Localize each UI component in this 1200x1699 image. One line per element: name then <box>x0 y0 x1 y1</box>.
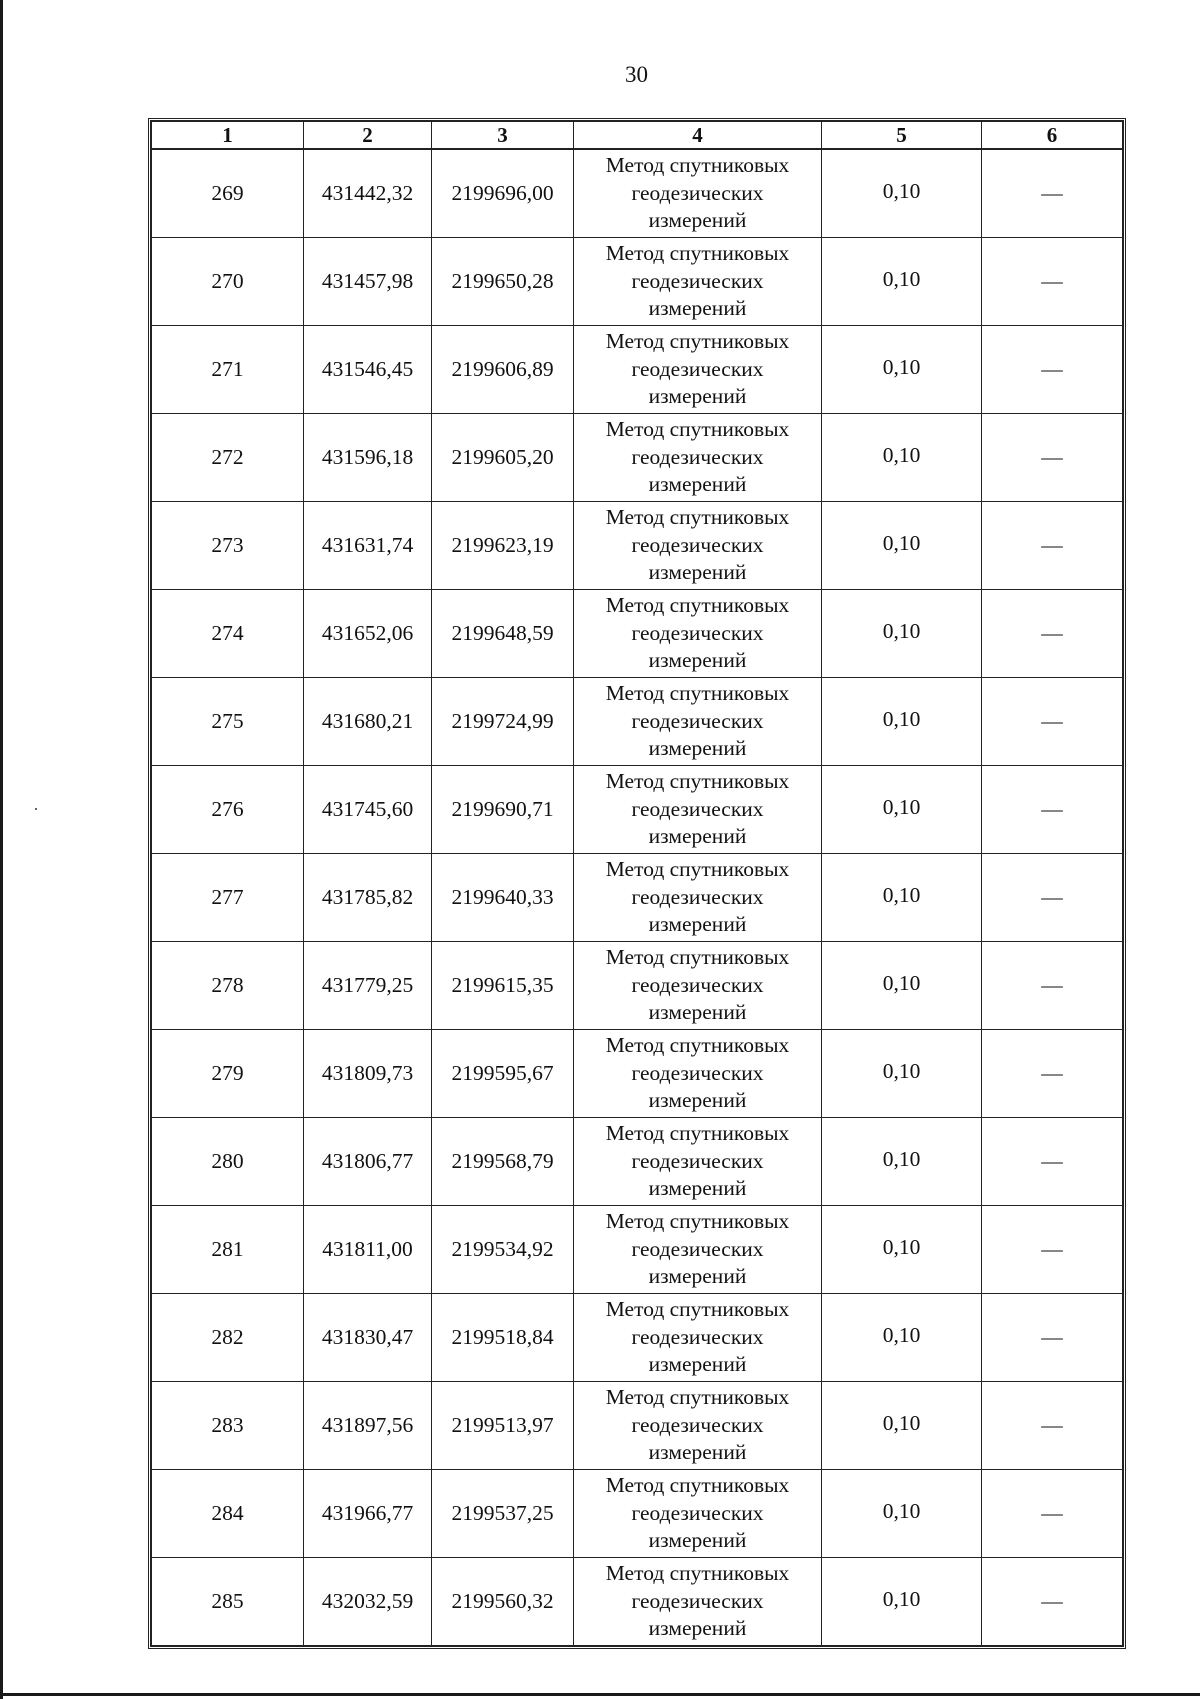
x-coordinate-cell: 431546,45 <box>304 326 432 414</box>
y-coordinate-cell: 2199595,67 <box>432 1030 574 1118</box>
header-cell-5: 5 <box>822 122 982 150</box>
table-row <box>152 854 1123 942</box>
method-cell <box>574 942 822 1030</box>
method-text-line: Метод спутниковых <box>605 329 790 354</box>
y-coordinate-cell: 2199650,28 <box>432 238 574 326</box>
x-coordinate-cell: 431811,00 <box>304 1206 432 1294</box>
accuracy-cell: 0,10 <box>822 1206 982 1294</box>
method-text-line: Метод спутниковых <box>605 945 790 970</box>
method-text-line: Метод спутниковых <box>605 1473 790 1498</box>
point-number-cell: 280 <box>152 1118 304 1206</box>
method-text-line: геодезических <box>631 1148 764 1173</box>
scan-speck <box>35 808 37 810</box>
method-text-line: измерений <box>648 560 747 585</box>
table-row <box>152 238 1123 326</box>
method-cell <box>574 149 822 238</box>
method-cell <box>574 1030 822 1118</box>
point-number-cell: 272 <box>152 414 304 502</box>
table-body <box>152 149 1123 1646</box>
method-text-line: Метод спутниковых <box>605 769 790 794</box>
header-cell-1: 1 <box>152 122 304 150</box>
method-text-line: измерений <box>648 296 747 321</box>
accuracy-cell: 0,10 <box>822 1294 982 1382</box>
point-number-cell: 283 <box>152 1382 304 1470</box>
x-coordinate-cell: 431830,47 <box>304 1294 432 1382</box>
y-coordinate-cell: 2199605,20 <box>432 414 574 502</box>
point-number-cell: 278 <box>152 942 304 1030</box>
point-number-cell: 281 <box>152 1206 304 1294</box>
scan-border-bottom <box>0 1693 1200 1696</box>
y-coordinate-cell: 2199623,19 <box>432 502 574 590</box>
method-cell <box>574 678 822 766</box>
method-text-line: геодезических <box>631 268 764 293</box>
coordinates-table <box>151 121 1123 1646</box>
note-cell: — <box>982 326 1123 414</box>
method-text-line: измерений <box>648 208 747 233</box>
method-text-line: геодезических <box>631 180 764 205</box>
method-text-line: геодезических <box>631 1060 764 1085</box>
x-coordinate-cell: 431442,32 <box>304 149 432 238</box>
coordinates-table-frame <box>148 118 1126 1649</box>
table-row <box>152 1382 1123 1470</box>
method-text-line: геодезических <box>631 1412 764 1437</box>
note-cell: — <box>982 414 1123 502</box>
note-cell: — <box>982 1206 1123 1294</box>
y-coordinate-cell: 2199640,33 <box>432 854 574 942</box>
note-cell: — <box>982 1558 1123 1646</box>
x-coordinate-cell: 431745,60 <box>304 766 432 854</box>
table-row <box>152 149 1123 238</box>
method-cell <box>574 1558 822 1646</box>
y-coordinate-cell: 2199648,59 <box>432 590 574 678</box>
method-cell <box>574 1206 822 1294</box>
method-text-line: измерений <box>648 824 747 849</box>
accuracy-cell: 0,10 <box>822 590 982 678</box>
header-row <box>152 122 1123 150</box>
point-number-cell: 282 <box>152 1294 304 1382</box>
x-coordinate-cell: 431457,98 <box>304 238 432 326</box>
point-number-cell: 284 <box>152 1470 304 1558</box>
y-coordinate-cell: 2199513,97 <box>432 1382 574 1470</box>
table-row <box>152 502 1123 590</box>
table-row <box>152 678 1123 766</box>
method-text-line: Метод спутниковых <box>605 505 790 530</box>
accuracy-cell: 0,10 <box>822 1118 982 1206</box>
method-cell <box>574 766 822 854</box>
accuracy-cell: 0,10 <box>822 1558 982 1646</box>
method-text-line: Метод спутниковых <box>605 1209 790 1234</box>
y-coordinate-cell: 2199690,71 <box>432 766 574 854</box>
x-coordinate-cell: 431596,18 <box>304 414 432 502</box>
x-coordinate-cell: 431680,21 <box>304 678 432 766</box>
table-row <box>152 766 1123 854</box>
method-text-line: геодезических <box>631 444 764 469</box>
accuracy-cell: 0,10 <box>822 414 982 502</box>
note-cell: — <box>982 590 1123 678</box>
table-row <box>152 1118 1123 1206</box>
method-text-line: измерений <box>648 1616 747 1641</box>
method-text-line: Метод спутниковых <box>605 417 790 442</box>
header-cell-4: 4 <box>574 122 822 150</box>
method-text-line: геодезических <box>631 796 764 821</box>
note-cell: — <box>982 1382 1123 1470</box>
method-cell <box>574 326 822 414</box>
accuracy-cell: 0,10 <box>822 854 982 942</box>
method-text-line: измерений <box>648 384 747 409</box>
header-cell-3: 3 <box>432 122 574 150</box>
method-text-line: геодезических <box>631 1324 764 1349</box>
method-cell <box>574 590 822 678</box>
method-text-line: геодезических <box>631 1588 764 1613</box>
method-text-line: геодезических <box>631 1236 764 1261</box>
method-text-line: геодезических <box>631 532 764 557</box>
table-row <box>152 1206 1123 1294</box>
point-number-cell: 270 <box>152 238 304 326</box>
y-coordinate-cell: 2199534,92 <box>432 1206 574 1294</box>
x-coordinate-cell: 431785,82 <box>304 854 432 942</box>
method-cell <box>574 1294 822 1382</box>
method-text-line: Метод спутниковых <box>605 681 790 706</box>
point-number-cell: 273 <box>152 502 304 590</box>
method-text-line: Метод спутниковых <box>605 153 790 178</box>
method-text-line: измерений <box>648 1000 747 1025</box>
method-text-line: Метод спутниковых <box>605 1121 790 1146</box>
x-coordinate-cell: 431897,56 <box>304 1382 432 1470</box>
point-number-cell: 276 <box>152 766 304 854</box>
accuracy-cell: 0,10 <box>822 326 982 414</box>
method-text-line: Метод спутниковых <box>605 593 790 618</box>
table-row <box>152 590 1123 678</box>
accuracy-cell: 0,10 <box>822 678 982 766</box>
point-number-cell: 271 <box>152 326 304 414</box>
x-coordinate-cell: 431779,25 <box>304 942 432 1030</box>
method-cell <box>574 854 822 942</box>
x-coordinate-cell: 431652,06 <box>304 590 432 678</box>
note-cell: — <box>982 1118 1123 1206</box>
method-text-line: измерений <box>648 1088 747 1113</box>
accuracy-cell: 0,10 <box>822 149 982 238</box>
method-text-line: Метод спутниковых <box>605 241 790 266</box>
method-text-line: геодезических <box>631 1500 764 1525</box>
method-text-line: измерений <box>648 912 747 937</box>
method-cell <box>574 1470 822 1558</box>
note-cell: — <box>982 766 1123 854</box>
method-text-line: измерений <box>648 1352 747 1377</box>
note-cell: — <box>982 678 1123 766</box>
x-coordinate-cell: 431966,77 <box>304 1470 432 1558</box>
table-row <box>152 1030 1123 1118</box>
y-coordinate-cell: 2199518,84 <box>432 1294 574 1382</box>
page-number: 30 <box>625 62 648 87</box>
point-number-cell: 277 <box>152 854 304 942</box>
method-text-line: измерений <box>648 1176 747 1201</box>
accuracy-cell: 0,10 <box>822 766 982 854</box>
table-row <box>152 942 1123 1030</box>
method-text-line: Метод спутниковых <box>605 1561 790 1586</box>
method-text-line: геодезических <box>631 972 764 997</box>
x-coordinate-cell: 431809,73 <box>304 1030 432 1118</box>
y-coordinate-cell: 2199560,32 <box>432 1558 574 1646</box>
method-cell <box>574 1382 822 1470</box>
point-number-cell: 274 <box>152 590 304 678</box>
method-cell <box>574 238 822 326</box>
note-cell: — <box>982 1030 1123 1118</box>
x-coordinate-cell: 431806,77 <box>304 1118 432 1206</box>
y-coordinate-cell: 2199568,79 <box>432 1118 574 1206</box>
accuracy-cell: 0,10 <box>822 942 982 1030</box>
note-cell: — <box>982 238 1123 326</box>
method-text-line: измерений <box>648 1528 747 1553</box>
header-cell-2: 2 <box>304 122 432 150</box>
method-text-line: геодезических <box>631 708 764 733</box>
method-cell <box>574 502 822 590</box>
note-cell: — <box>982 502 1123 590</box>
table-row <box>152 414 1123 502</box>
accuracy-cell: 0,10 <box>822 502 982 590</box>
table-row <box>152 326 1123 414</box>
y-coordinate-cell: 2199615,35 <box>432 942 574 1030</box>
method-text-line: геодезических <box>631 356 764 381</box>
method-text-line: Метод спутниковых <box>605 1297 790 1322</box>
point-number-cell: 269 <box>152 149 304 238</box>
method-cell <box>574 414 822 502</box>
y-coordinate-cell: 2199724,99 <box>432 678 574 766</box>
accuracy-cell: 0,10 <box>822 1470 982 1558</box>
accuracy-cell: 0,10 <box>822 1382 982 1470</box>
accuracy-cell: 0,10 <box>822 1030 982 1118</box>
point-number-cell: 285 <box>152 1558 304 1646</box>
y-coordinate-cell: 2199537,25 <box>432 1470 574 1558</box>
y-coordinate-cell: 2199696,00 <box>432 149 574 238</box>
method-text-line: измерений <box>648 1440 747 1465</box>
note-cell: — <box>982 942 1123 1030</box>
table-row <box>152 1294 1123 1382</box>
note-cell: — <box>982 1294 1123 1382</box>
header-cell-6: 6 <box>982 122 1123 150</box>
point-number-cell: 275 <box>152 678 304 766</box>
note-cell: — <box>982 854 1123 942</box>
table-row <box>152 1558 1123 1646</box>
method-cell <box>574 1118 822 1206</box>
method-text-line: геодезических <box>631 884 764 909</box>
y-coordinate-cell: 2199606,89 <box>432 326 574 414</box>
method-text-line: геодезических <box>631 620 764 645</box>
method-text-line: измерений <box>648 472 747 497</box>
method-text-line: измерений <box>648 736 747 761</box>
scan-border-left <box>0 0 3 1699</box>
note-cell: — <box>982 1470 1123 1558</box>
method-text-line: Метод спутниковых <box>605 1033 790 1058</box>
method-text-line: измерений <box>648 1264 747 1289</box>
method-text-line: Метод спутниковых <box>605 1385 790 1410</box>
x-coordinate-cell: 431631,74 <box>304 502 432 590</box>
method-text-line: Метод спутниковых <box>605 857 790 882</box>
note-cell: — <box>982 149 1123 238</box>
accuracy-cell: 0,10 <box>822 238 982 326</box>
x-coordinate-cell: 432032,59 <box>304 1558 432 1646</box>
table-row <box>152 1470 1123 1558</box>
method-text-line: измерений <box>648 648 747 673</box>
point-number-cell: 279 <box>152 1030 304 1118</box>
